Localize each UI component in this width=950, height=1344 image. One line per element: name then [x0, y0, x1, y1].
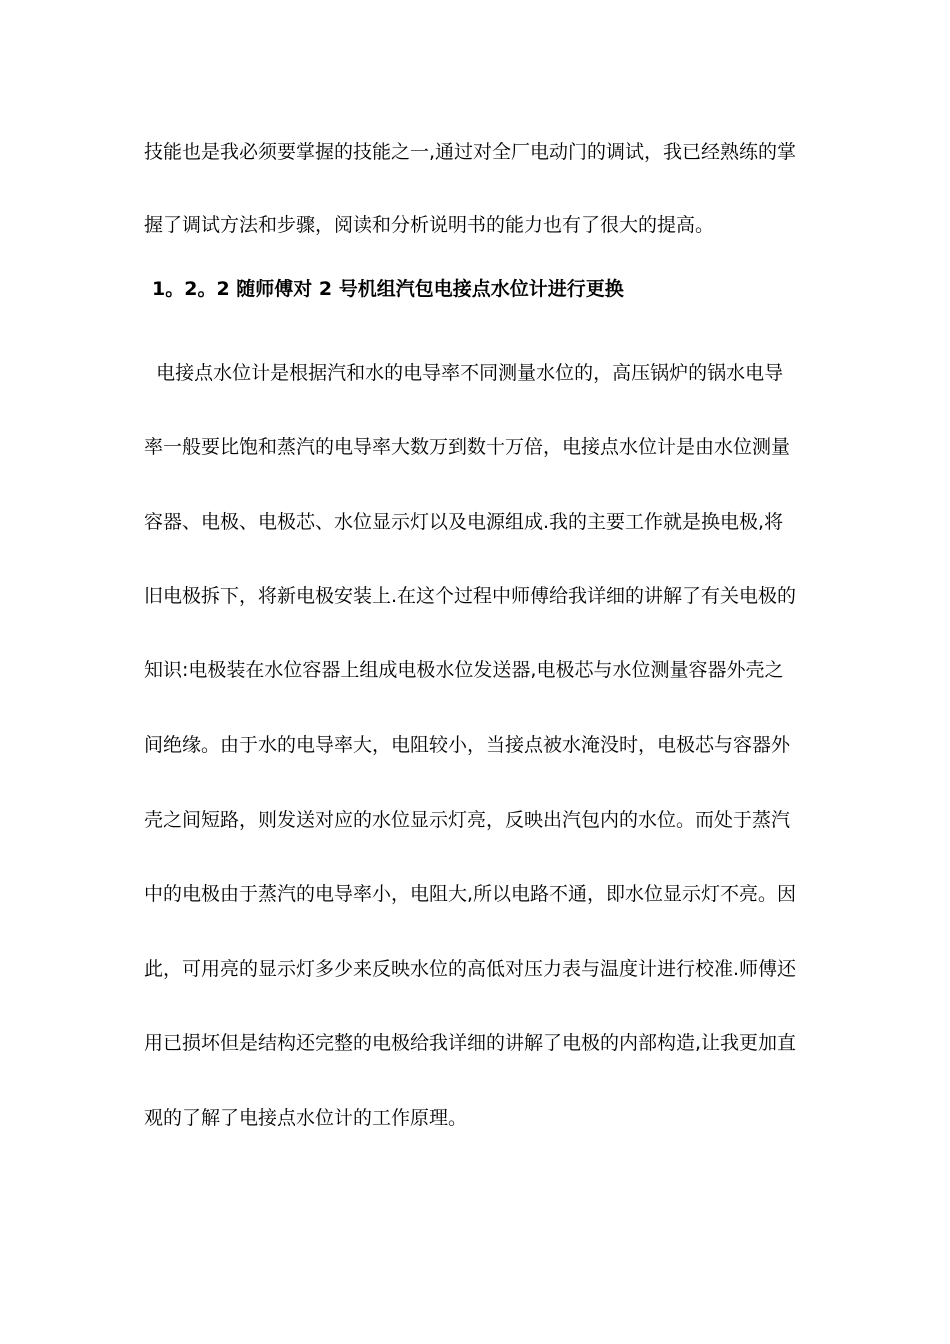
paragraph-line: 壳之间短路，则发送对应的水位显示灯亮，反映出汽包内的水位。而处于蒸汽 [144, 809, 791, 831]
paragraph-line: 此，可用亮的显示灯多少来反映水位的高低对压力表与温度计进行校准.师傅还 [144, 958, 797, 980]
paragraph-line: 用已损坏但是结构还完整的电极给我详细的讲解了电极的内部构造,让我更加直 [144, 1032, 797, 1054]
paragraph-line: 观的了解了电接点水位计的工作原理。 [144, 1107, 468, 1129]
section-heading: 1。2。2 随师傅对 2 号机组汽包电接点水位计进行更换 [152, 278, 624, 300]
paragraph-line: 技能也是我必须要掌握的技能之一,通过对全厂电动门的调试，我已经熟练的掌 [144, 141, 797, 163]
paragraph-line: 中的电极由于蒸汽的电导率小，电阻大,所以电路不通，即水位显示灯不亮。因 [144, 883, 797, 905]
paragraph-line: 知识:电极装在水位容器上组成电极水位发送器,电极芯与水位测量容器外壳之 [144, 659, 784, 681]
paragraph-line: 电接点水位计是根据汽和水的电导率不同测量水位的，高压锅炉的锅水电导 [144, 362, 784, 384]
paragraph-line: 率一般要比饱和蒸汽的电导率大数万到数十万倍，电接点水位计是由水位测量 [144, 436, 791, 458]
paragraph-line: 间绝缘。由于水的电导率大，电阻较小，当接点被水淹没时，电极芯与容器外 [144, 734, 791, 756]
paragraph-line: 握了调试方法和步骤，阅读和分析说明书的能力也有了很大的提高。 [144, 214, 715, 236]
paragraph-line: 容器、电极、电极芯、水位显示灯以及电源组成.我的主要工作就是换电极,将 [144, 511, 784, 533]
paragraph-line: 旧电极拆下，将新电极安装上.在这个过程中师傅给我详细的讲解了有关电极的 [144, 585, 797, 607]
